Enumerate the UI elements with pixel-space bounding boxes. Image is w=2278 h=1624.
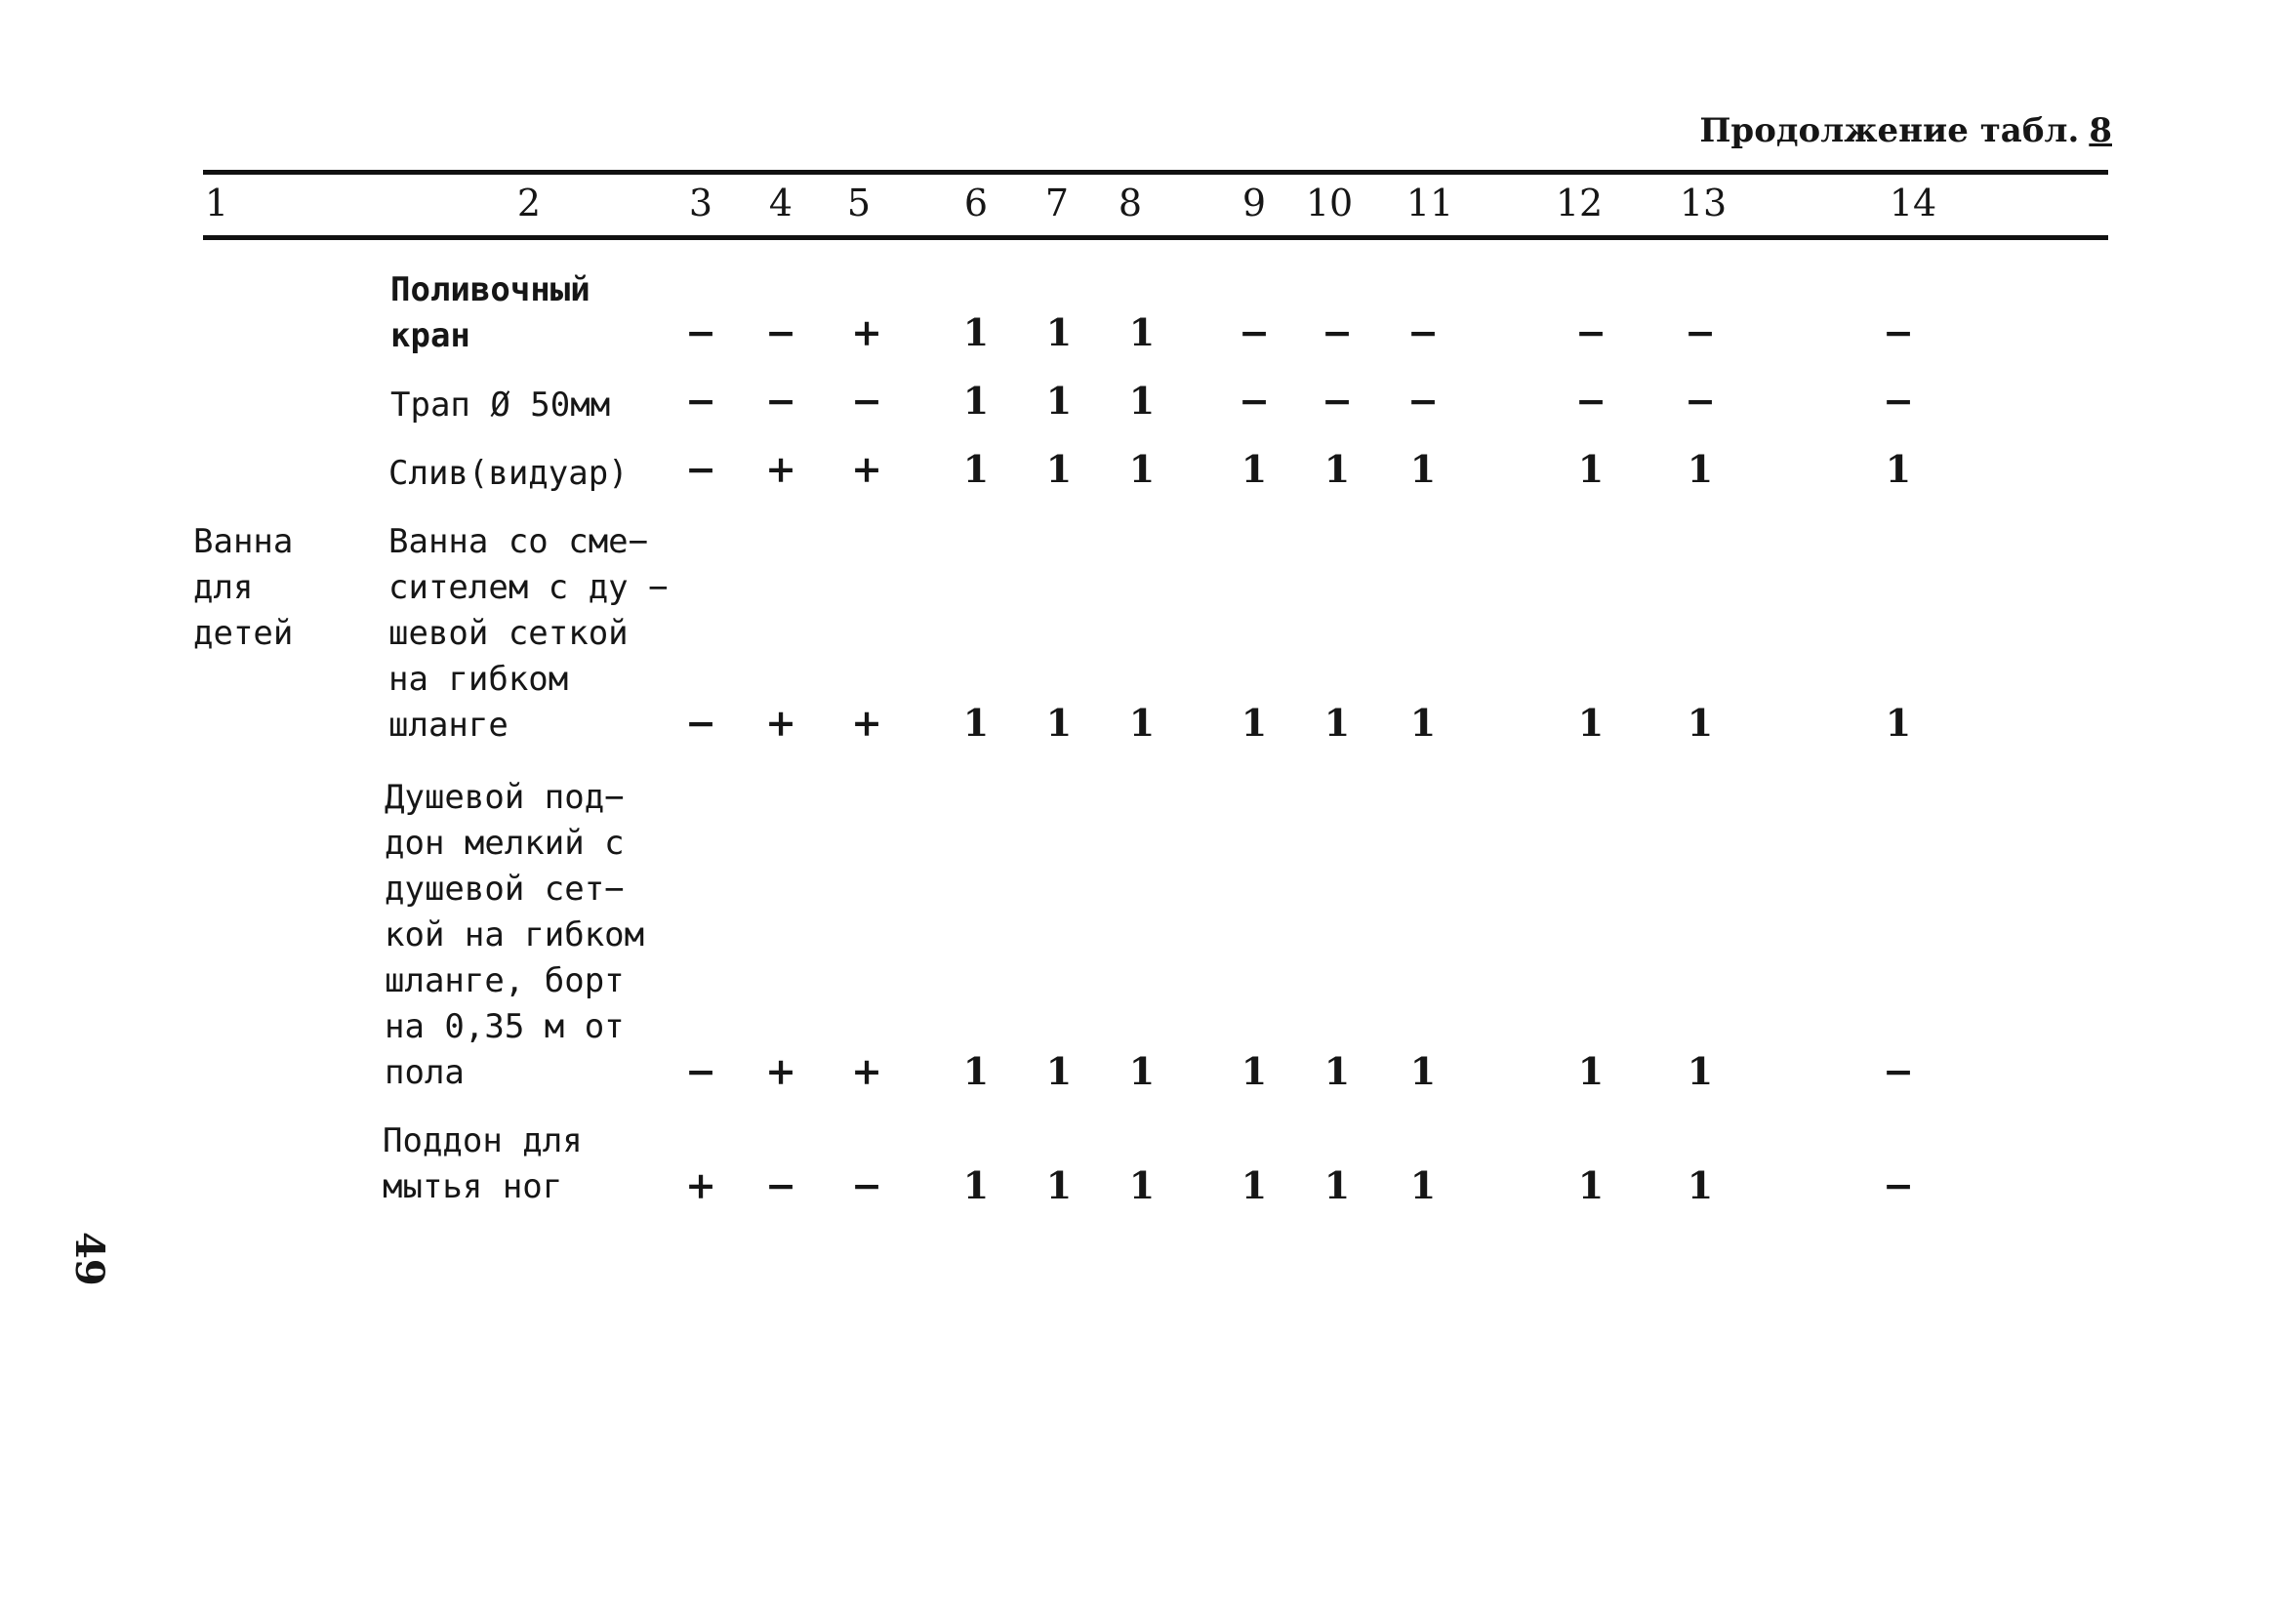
table-cell: − — [765, 1163, 796, 1207]
table-cell: 1 — [1323, 447, 1351, 491]
table-cell: 1 — [1128, 310, 1156, 354]
table-cell: 1 — [1128, 1049, 1156, 1093]
table-cell: − — [1883, 1163, 1914, 1207]
table-caption — [1699, 111, 2112, 150]
table-cell: − — [1322, 379, 1353, 423]
table-cell: 1 — [1687, 447, 1714, 491]
table-cell: − — [685, 1049, 716, 1093]
table-cell: + — [765, 1049, 796, 1093]
table-cell: − — [1883, 379, 1914, 423]
header-top-rule — [203, 170, 2108, 175]
column-header: 9 — [1241, 182, 1267, 224]
table-cell: 1 — [1577, 1049, 1605, 1093]
table-cell: + — [851, 701, 882, 745]
column-header: 11 — [1405, 182, 1454, 224]
table-cell: 1 — [1577, 447, 1605, 491]
table-cell: − — [1575, 379, 1607, 423]
column-header: 12 — [1555, 182, 1604, 224]
table-cell: 1 — [1045, 1163, 1073, 1207]
column-header: 3 — [688, 182, 713, 224]
table-cell: 1 — [1687, 701, 1714, 745]
table-cell: − — [1322, 310, 1353, 354]
table-cell: 1 — [1885, 701, 1912, 745]
table-cell: 1 — [1045, 701, 1073, 745]
table-cell: + — [765, 701, 796, 745]
column-header: 2 — [516, 182, 542, 224]
table-cell: − — [685, 701, 716, 745]
table-cell: 1 — [1323, 1163, 1351, 1207]
table-cell: − — [1883, 310, 1914, 354]
row-name: Слив(видуар) — [388, 454, 629, 493]
table-cell: 1 — [1241, 1163, 1268, 1207]
table-cell: 1 — [962, 447, 990, 491]
row-name: Душевой под− дон мелкий с душевой сет− кой на гибком шланге, борт на 0,35 м от пола — [385, 778, 645, 1092]
table-cell: 1 — [1045, 447, 1073, 491]
column-header: 6 — [963, 182, 989, 224]
column-header: 14 — [1889, 182, 1937, 224]
table-cell: − — [851, 1163, 882, 1207]
table-cell: − — [765, 310, 796, 354]
row-name: Трап Ø 50мм — [390, 386, 611, 425]
table-cell: + — [851, 1049, 882, 1093]
table-cell: 1 — [1577, 1163, 1605, 1207]
table-cell: 1 — [962, 310, 990, 354]
table-cell: − — [1239, 379, 1270, 423]
page-number: 49 — [66, 1232, 112, 1286]
table-cell: + — [851, 447, 882, 491]
table-cell: 1 — [962, 1049, 990, 1093]
header-bottom-rule — [203, 235, 2108, 240]
table-cell: 1 — [1577, 701, 1605, 745]
caption-text: Продолжение табл. — [1699, 111, 2080, 150]
table-cell: 1 — [1409, 447, 1437, 491]
column-header: 7 — [1044, 182, 1070, 224]
table-cell: − — [1575, 310, 1607, 354]
table-cell: − — [1407, 310, 1439, 354]
column-header: 4 — [768, 182, 793, 224]
column-header: 1 — [204, 182, 229, 224]
table-cell: 1 — [1323, 1049, 1351, 1093]
table-cell: − — [1685, 379, 1716, 423]
table-cell: 1 — [1241, 447, 1268, 491]
table-cell: 1 — [1045, 1049, 1073, 1093]
table-cell: − — [685, 447, 716, 491]
row-name: Поливочный кран — [390, 270, 590, 355]
table-cell: + — [851, 310, 882, 354]
table-cell: 1 — [1323, 701, 1351, 745]
table-cell: 1 — [1128, 701, 1156, 745]
table-cell: 1 — [962, 1163, 990, 1207]
column-header: 13 — [1679, 182, 1728, 224]
table-cell: − — [765, 379, 796, 423]
table-cell: 1 — [1241, 1049, 1268, 1093]
row-name: Поддон для мытья ног — [383, 1121, 583, 1206]
table-cell: 1 — [1241, 701, 1268, 745]
column-header: 8 — [1118, 182, 1143, 224]
column-header: 5 — [846, 182, 872, 224]
table-cell: 1 — [1128, 379, 1156, 423]
table-cell: − — [851, 379, 882, 423]
table-cell: 1 — [1409, 701, 1437, 745]
table-cell: 1 — [962, 701, 990, 745]
table-cell: − — [1883, 1049, 1914, 1093]
table-cell: + — [685, 1163, 716, 1207]
table-cell: 1 — [1687, 1049, 1714, 1093]
table-cell: − — [685, 379, 716, 423]
column-header: 10 — [1305, 182, 1354, 224]
table-cell: 1 — [962, 379, 990, 423]
table-cell: + — [765, 447, 796, 491]
table-cell: 1 — [1128, 447, 1156, 491]
table-cell: − — [1239, 310, 1270, 354]
table-cell: − — [1685, 310, 1716, 354]
table-cell: 1 — [1045, 310, 1073, 354]
table-cell: 1 — [1409, 1163, 1437, 1207]
table-cell: 1 — [1885, 447, 1912, 491]
table-cell: 1 — [1128, 1163, 1156, 1207]
table-cell: − — [685, 310, 716, 354]
table-cell: − — [1407, 379, 1439, 423]
table-cell: 1 — [1409, 1049, 1437, 1093]
group-label: Ванна для детей — [193, 522, 294, 653]
table-cell: 1 — [1687, 1163, 1714, 1207]
row-name: Ванна со сме− сителем с ду − шевой сеткой на гибком шланге — [388, 522, 669, 745]
caption-table-number: 8 — [2089, 111, 2112, 150]
table-cell: 1 — [1045, 379, 1073, 423]
